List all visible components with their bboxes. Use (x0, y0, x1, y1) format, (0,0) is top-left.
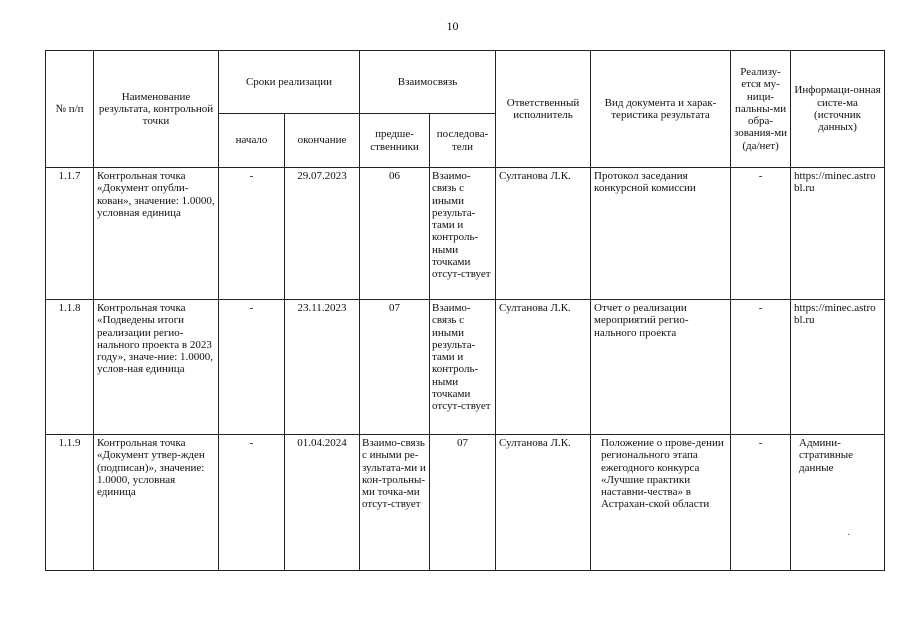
results-table (45, 50, 885, 571)
row-municipal: - (731, 435, 791, 571)
table-row (46, 435, 885, 571)
header-municipal: Реализу-ется му-ници-пальны-ми обра-зования-ми (да/нет) (731, 51, 791, 168)
row-info-system: Админи-стративные данные (791, 435, 885, 571)
row-municipal: - (731, 168, 791, 300)
row-num: 1.1.7 (46, 168, 94, 300)
header-end: окончание (285, 114, 360, 168)
header-successors: последова-тели (430, 114, 496, 168)
row-start: - (219, 435, 285, 571)
row-doc-type: Отчет о реализации мероприятий регио-нального проекта (591, 300, 731, 435)
header-predecessors: предше-ственники (360, 114, 430, 168)
page-number: 10 (446, 19, 459, 33)
row-name: Контрольная точка «Документ утвер-жден (подписан)», значение: 1.0000, условная единица (94, 435, 219, 571)
row-end: 23.11.2023 (285, 300, 360, 435)
header-row-1 (46, 51, 885, 114)
header-responsible: Ответственный исполнитель (496, 51, 591, 168)
table-row (46, 300, 885, 435)
row-successors: Взаимо-связь с иными результа-тами и контроль-ными точками отсут-ствует (430, 300, 496, 435)
row-num: 1.1.9 (46, 435, 94, 571)
header-info-system: Информаци-онная систе-ма (источник данных) (791, 51, 885, 168)
row-info-system: https://minec.astrobl.ru (791, 300, 885, 435)
header-num: № п/п (46, 51, 94, 168)
row-municipal: - (731, 300, 791, 435)
header-relation: Взаимосвязь (360, 51, 496, 114)
row-responsible: Султанова Л.К. (496, 300, 591, 435)
row-end: 29.07.2023 (285, 168, 360, 300)
row-start: - (219, 168, 285, 300)
header-terms: Сроки реализации (219, 51, 360, 114)
table-row (46, 168, 885, 300)
row-predecessors: 06 (360, 168, 430, 300)
row-num: 1.1.8 (46, 300, 94, 435)
row-doc-type: Положение о прове-дении регионального этапа ежегодного конкурса «Лучшие практики наставни-чества» в Астрахан-ской области (591, 435, 731, 571)
header-name: Наименование результата, контрольной точки (94, 51, 219, 168)
row-predecessors: Взаимо-связь с иными ре-зультата-ми и кон-трольны-ми точка-ми отсут-ствует (360, 435, 430, 571)
row-predecessors: 07 (360, 300, 430, 435)
row-info-system: https://minec.astrobl.ru (791, 168, 885, 300)
row-doc-type: Протокол заседания конкурсной комиссии (591, 168, 731, 300)
row-successors: 07 (430, 435, 496, 571)
scan-speck: · (847, 530, 851, 541)
header-start: начало (219, 114, 285, 168)
row-successors: Взаимо-связь с иными результа-тами и контроль-ными точками отсут-ствует (430, 168, 496, 300)
row-name: Контрольная точка «Документ опубли-кован», значение: 1.0000, условная единица (94, 168, 219, 300)
row-responsible: Султанова Л.К. (496, 168, 591, 300)
row-responsible: Султанова Л.К. (496, 435, 591, 571)
row-start: - (219, 300, 285, 435)
header-doc-type: Вид документа и харак-теристика результата (591, 51, 731, 168)
row-name: Контрольная точка «Подведены итоги реализации регио-нального проекта в 2023 году», значе-ние: 1.0000, услов-ная единица (94, 300, 219, 435)
row-end: 01.04.2024 (285, 435, 360, 571)
